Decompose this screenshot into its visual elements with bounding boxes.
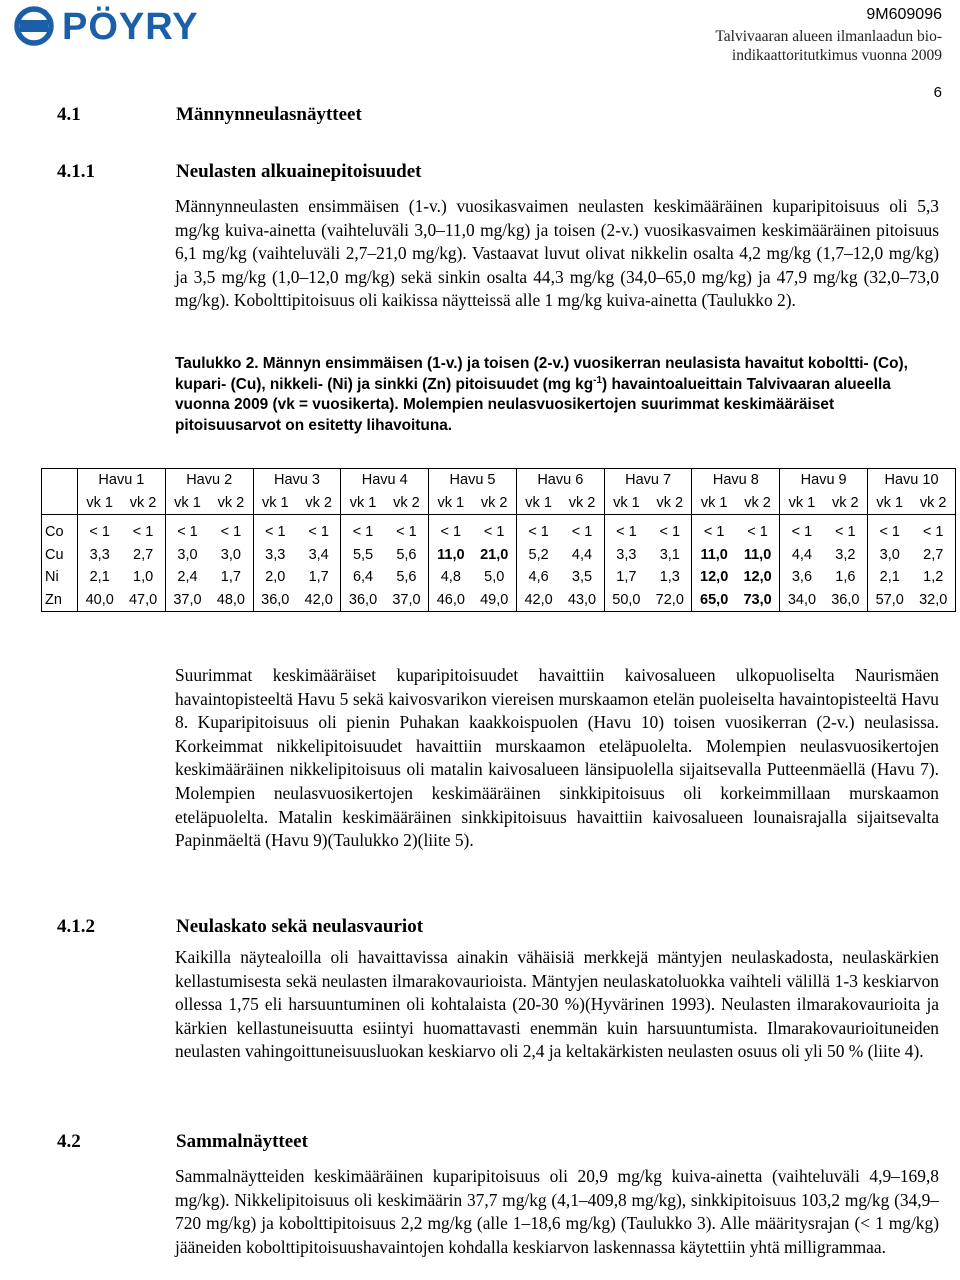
section-title: Neulasten alkuainepitoisuudet — [176, 161, 422, 182]
table-body — [42, 515, 956, 612]
paragraph-neulasten-alkuaineet: Männynneulasten ensimmäisen (1-v.) vuosikasvaimen neulasten keskimääräinen kuparipitoisuus oli 5,3 mg/kg kuiva-ainetta (vaihteluväli 3,0–11,0 mg/kg) ja toisen (2-v.) vuosikasvaimen keskimääräinen pitoisuus 6,1 mg/kg (vaihteluväli 2,7–21,0 mg/kg). Vastaavat luvut olivat nikkelin osalta 4,2 mg/kg (1,7–12,0 mg/kg) ja 3,5 mg/kg (1,0–12,0 mg/kg) sekä sinkin osalta 44,3 mg/kg (34,0–65,0 mg/kg) ja 47,9 mg/kg (32,0–73,0 mg/kg). Kobolttipitoisuus oli kaikissa näytteissä alle 1 mg/kg kuiva-ainetta (Taulukko 2). — [175, 196, 939, 311]
table-cell: 36,0 — [253, 589, 297, 612]
vuosikerta-header: vk 1 — [78, 492, 122, 515]
table-cell: 2,1 — [868, 566, 912, 589]
svg-text:PÖYRY: PÖYRY — [62, 6, 199, 48]
table-cell: 5,2 — [516, 544, 560, 567]
table-cell: 1,7 — [220, 569, 241, 586]
vuosikerta-header: vk 1 — [516, 492, 560, 515]
table-cell: 4,4 — [780, 544, 824, 567]
site-header: Havu 5 — [429, 469, 517, 492]
table-cell: 3,3 — [604, 544, 648, 567]
site-header: Havu 8 — [692, 469, 780, 492]
table-cell: < 1 — [78, 521, 122, 544]
section-title: Männynneulasnäytteet — [176, 104, 362, 125]
site-header: Havu 4 — [341, 469, 429, 492]
table-cell: 2,7 — [911, 544, 955, 567]
table-cell: < 1 — [780, 521, 824, 544]
table-cell: 4,8 — [429, 566, 473, 589]
table-cell: 50,0 — [604, 589, 648, 612]
section-number: 4.2 — [57, 1131, 81, 1152]
table-cell: 5,6 — [396, 546, 417, 563]
table-cell: 3,3 — [253, 544, 297, 567]
table-cell: < 1 — [659, 524, 681, 541]
paragraph-neulaskato: Kaikilla näytealoilla oli havaittavissa ainakin vähäisiä merkkejä mäntyjen neulaskadosta, neulaskärkien kellastumisesta sekä neulasten ilmarakovaurioista. Mäntyjen neulaskatoluokka vaihteli välillä 1-3 keskiarvon ollessa 1,75 eli harsuuntuminen oli kohtalaista (20-30 %)(Hyvärinen 1993). Neulasten ilmarakovaurioita ja kärkien kellastuneisuutta esiintyi huomattavasti enemmän kuin harsuuntumista. Ilmarakovaurioituneiden neulasten vahingoittuneisuusluokan keskiarvo oli 2,4 ja keltakärkisten neulasten osuus oli yli 50 % (liite 4). — [175, 947, 939, 1062]
table-cell: 4,4 — [571, 546, 593, 563]
table-cell: 12,0 — [743, 569, 772, 586]
table-cell: < 1 — [165, 521, 209, 544]
section-number: 4.1.1 — [57, 161, 95, 182]
table-cell: 2,1 — [78, 566, 122, 589]
caption-text-1: Taulukko 2. Männyn ensimmäisen (1-v.) ja toisen (2-v.) vuosikerran neulasista havaitut koboltti- (Co), kupari- (Cu), nikkeli- (Ni) ja sinkki (Zn) pitoisuudet (mg kg — [175, 355, 908, 393]
table-cell: < 1 — [692, 521, 736, 544]
table-cell: 37,0 — [165, 589, 209, 612]
vuosikerta-header: vk 1 — [780, 492, 824, 515]
table-cell: 47,0 — [121, 589, 165, 612]
table-cell: 32,0 — [911, 589, 955, 612]
element-label: Cu — [42, 544, 78, 567]
element-label: Ni — [42, 566, 78, 589]
table-cell: 36,0 — [341, 589, 385, 612]
section-title: Neulaskato sekä neulasvauriot — [176, 916, 424, 937]
table-cell: < 1 — [835, 524, 856, 541]
site-header: Havu 10 — [868, 469, 956, 492]
table-cell: < 1 — [483, 524, 505, 541]
table-cell: < 1 — [396, 524, 417, 541]
section-number: 4.1.2 — [57, 916, 95, 937]
vuosikerta-header: vk 1 — [692, 492, 736, 515]
vuosikerta-header: vk 2 — [121, 492, 165, 515]
table-row — [42, 544, 956, 567]
vuosikerta-header: vk 2 — [385, 492, 429, 515]
document-id: 9M609096 — [866, 6, 942, 23]
vuosikerta-header: vk 2 — [911, 492, 955, 515]
table-cell: 11,0 — [692, 544, 736, 567]
table-cell: < 1 — [132, 524, 154, 541]
vuosikerta-header: vk 1 — [253, 492, 297, 515]
vuosikerta-header: vk 1 — [604, 492, 648, 515]
vuosikerta-header: vk 2 — [648, 492, 692, 515]
caption-text-2: ) havaintoalueittain Talvivaaran alueella vuonna 2009 (vk = vuosikerta). Molempien neulasvuosikertojen suurimmat keskimääräiset pitoisuusarvot on esitetty lihavoituna. — [175, 375, 891, 434]
table-cell: 42,0 — [297, 589, 341, 612]
table-cell: 37,0 — [385, 589, 429, 612]
table-cell: 2,0 — [253, 566, 297, 589]
table-row — [42, 589, 956, 612]
table-cell: < 1 — [341, 521, 385, 544]
site-header: Havu 7 — [604, 469, 692, 492]
table-header-sites — [42, 469, 956, 492]
paragraph-sammalnaytteet: Sammalnäytteiden keskimääräinen kuparipitoisuus oli 20,9 mg/kg kuiva-ainetta (vaihteluväli 4,9–169,8 mg/kg). Nikkelipitoisuus oli keskimäärin 37,7 mg/kg (4,1–409,8 mg/kg), sinkkipitoisuus 103,2 mg/kg (34,9–720 mg/kg) ja kobolttipitoisuus 2,2 mg/kg (alle 1–18,6 mg/kg) (Taulukko 3). Alle määritysrajan (< 1 mg/kg) jääneiden kobolttipitoisuushavaintojen kohdalla keskiarvon laskennassa käytettiin yhtä milligrammaa. — [175, 1166, 939, 1257]
site-header: Havu 6 — [516, 469, 604, 492]
site-header: Havu 9 — [780, 469, 868, 492]
table-cell: 5,0 — [484, 569, 505, 586]
site-header: Havu 1 — [78, 469, 166, 492]
poyry-logo — [10, 2, 242, 50]
corner-cell — [42, 469, 78, 492]
vuosikerta-header: vk 1 — [868, 492, 912, 515]
table-cell: 3,0 — [868, 544, 912, 567]
paragraph-suurimmat-pitoisuudet: Suurimmat keskimääräiset kuparipitoisuudet havaittiin kaivosalueen ulkopuoliselta Naurismäen havaintopisteeltä Havu 5 sekä kaivosvarikon viereisen murskaamon etelän puoleiselta havaintopisteeltä Havu 8. Kuparipitoisuus oli pienin Puhakan kaakkoispuolen (Havu 10) toisen vuosikerran (2-v.) neulasissa. Korkeimmat nikkelipitoisuudet havaittiin murskaamon eteläpuolelta. Molempien neulasvuosikertojen keskimääräinen nikkelipitoisuus oli matalin kaivosalueen länsipuolella sijaitsevalla Putteenmäellä (Havu 7). Molempien neulasvuosikertojen keskimääräinen sinkkipitoisuus oli korkeimmillaan murskaamon eteläpuolelta. Matalin keskimääräinen sinkkipitoisuus havaittiin kaivosalueen lounaisrajalla sijaitsevalta Papinmäeltä (Havu 9)(Taulukko 2)(liite 5). — [175, 665, 939, 851]
table-cell: 3,5 — [571, 569, 593, 586]
table-cell: < 1 — [747, 524, 768, 541]
vuosikerta-header: vk 1 — [429, 492, 473, 515]
table-cell: 1,7 — [604, 566, 648, 589]
table-cell: 1,3 — [659, 569, 680, 586]
table-cell: 42,0 — [516, 589, 560, 612]
table-cell: 46,0 — [429, 589, 473, 612]
table-cell: 2,4 — [165, 566, 209, 589]
table-cell: < 1 — [220, 524, 242, 541]
table-cell: 73,0 — [736, 589, 780, 612]
table-cell: 57,0 — [868, 589, 912, 612]
table-cell: < 1 — [429, 521, 473, 544]
table-cell: 3,0 — [220, 546, 241, 563]
table-cell: 36,0 — [824, 589, 868, 612]
table-cell: 3,1 — [659, 546, 680, 563]
table-cell: 3,0 — [165, 544, 209, 567]
table-caption — [175, 354, 939, 436]
table-cell: 5,5 — [341, 544, 385, 567]
section-title: Sammalnäytteet — [176, 1131, 308, 1152]
table-cell: 5,6 — [396, 569, 417, 586]
vuosikerta-header: vk 2 — [297, 492, 341, 515]
table-cell: 3,4 — [308, 546, 329, 563]
document-subtitle: Talvivaaran alueen ilmanlaadun bio-indikaattoritutkimus vuonna 2009 — [715, 28, 942, 64]
vuosikerta-header: vk 1 — [165, 492, 209, 515]
table-cell: < 1 — [868, 521, 912, 544]
page-number: 6 — [933, 84, 942, 101]
table-cell: 48,0 — [209, 589, 253, 612]
caption-superscript: -1 — [593, 374, 603, 386]
table-cell: 3,2 — [835, 546, 856, 563]
site-header: Havu 3 — [253, 469, 341, 492]
table-cell: 3,6 — [780, 566, 824, 589]
table-cell: 72,0 — [648, 589, 692, 612]
vuosikerta-header: vk 2 — [473, 492, 517, 515]
table-cell: 4,6 — [516, 566, 560, 589]
table-cell: 40,0 — [78, 589, 122, 612]
concentration-table — [41, 468, 956, 612]
table-cell: 11,0 — [429, 544, 473, 567]
table-cell: 1,2 — [911, 566, 955, 589]
table-cell: 1,6 — [835, 569, 856, 586]
table-cell: 1,7 — [308, 569, 329, 586]
table-cell: 12,0 — [692, 566, 736, 589]
section-number: 4.1 — [57, 104, 81, 125]
table-cell: 43,0 — [560, 589, 604, 612]
table-cell: < 1 — [571, 524, 593, 541]
table-cell: < 1 — [308, 524, 329, 541]
site-header: Havu 2 — [165, 469, 253, 492]
table-cell: 34,0 — [780, 589, 824, 612]
vuosikerta-header: vk 2 — [736, 492, 780, 515]
table-row — [42, 566, 956, 589]
table-cell: < 1 — [253, 521, 297, 544]
corner-cell — [42, 492, 78, 515]
table-cell: 1,0 — [133, 569, 154, 586]
vuosikerta-header: vk 2 — [824, 492, 868, 515]
table-cell: 65,0 — [692, 589, 736, 612]
table-cell: 3,3 — [78, 544, 122, 567]
vuosikerta-header: vk 2 — [560, 492, 604, 515]
table-cell: 21,0 — [480, 546, 509, 563]
table-cell: 6,4 — [341, 566, 385, 589]
element-label: Co — [42, 521, 78, 544]
table-cell: 2,7 — [133, 546, 154, 563]
table-cell: < 1 — [911, 521, 955, 544]
table-row — [42, 521, 956, 544]
table-cell: 11,0 — [743, 546, 772, 563]
vuosikerta-header: vk 2 — [209, 492, 253, 515]
element-label: Zn — [42, 589, 78, 612]
table-cell: < 1 — [604, 521, 648, 544]
table-cell: < 1 — [516, 521, 560, 544]
table-cell: 49,0 — [473, 589, 517, 612]
vuosikerta-header: vk 1 — [341, 492, 385, 515]
table-header-vk — [42, 492, 956, 515]
